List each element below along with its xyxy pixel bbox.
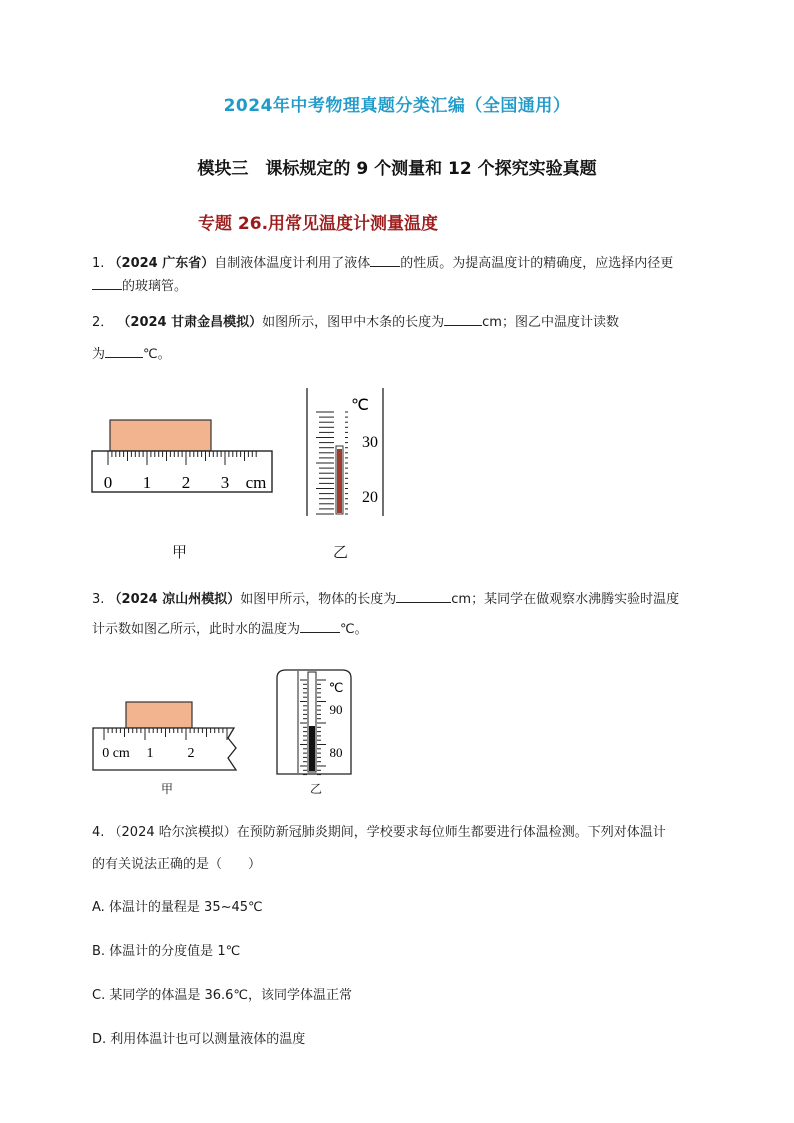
question-text: 的性质。为提高温度计的精确度，应选择内径更 [400, 256, 674, 271]
question-source: （2024 甘肃金昌模拟） [117, 315, 263, 330]
topic-heading: 专题 26.用常见温度计测量温度 [198, 214, 439, 234]
question-text: 自制液体温度计利用了液体 [214, 256, 371, 271]
option-b[interactable]: B. 体温计的分度值是 1℃ [92, 944, 241, 959]
question-source: （2024 广东省） [108, 256, 215, 271]
ruler-figure-2 [90, 700, 242, 776]
question-text: cm；某同学在做观察水沸腾实验时温度 [451, 592, 680, 607]
question-3 [92, 588, 712, 641]
figure-caption-b: 乙 [333, 543, 349, 561]
thermometer-unit: ℃ [351, 397, 369, 414]
question-number: 2． [92, 315, 114, 330]
document-title: 2024年中考物理真题分类汇编（全国通用） [223, 96, 571, 116]
thermometer-label: 20 [362, 489, 378, 506]
wood-block [110, 420, 211, 451]
thermometer-figure [303, 386, 389, 518]
thermometer-unit: ℃ [328, 680, 344, 695]
question-text: 如图甲所示，物体的长度为 [240, 592, 397, 607]
figure-caption-a: 甲 [161, 782, 174, 796]
question-4 [92, 822, 712, 876]
answer-blank[interactable] [300, 618, 340, 633]
answer-blank[interactable] [370, 252, 400, 267]
question-text: ℃。 [143, 347, 171, 362]
ruler-label: 2 [181, 473, 191, 492]
question-text: 的有关说法正确的是（ ） [92, 857, 262, 872]
ruler-label: 2 [187, 746, 195, 761]
question-2 [92, 311, 712, 366]
question-text: 如图所示，图甲中木条的长度为 [262, 315, 445, 330]
option-a[interactable]: A. 体温计的量程是 35~45℃ [92, 900, 263, 915]
figure-caption-a: 甲 [172, 543, 188, 561]
answer-blank[interactable] [92, 275, 122, 290]
answer-blank[interactable] [105, 343, 143, 358]
question-text: 的玻璃管。 [122, 279, 188, 294]
ruler-label: 0 [103, 473, 113, 492]
ruler-label: 3 [220, 473, 230, 492]
option-d[interactable]: D. 利用体温计也可以测量液体的温度 [92, 1032, 306, 1047]
thermometer-label: 80 [329, 745, 343, 760]
thermometer-label: 90 [329, 702, 343, 717]
option-c[interactable]: C. 某同学的体温是 36.6℃，该同学体温正常 [92, 988, 353, 1003]
figure-caption-b: 乙 [310, 782, 323, 796]
question-source: （2024 凉山州模拟） [108, 592, 241, 607]
question-text: 计示数如图乙所示，此时水的温度为 [92, 622, 301, 637]
question-text: ℃。 [340, 622, 368, 637]
ruler-label: 1 [142, 473, 152, 492]
thermometer-figure-2 [274, 666, 354, 778]
module-heading: 模块三 课标规定的 9 个测量和 12 个探究实验真题 [197, 159, 597, 179]
ruler-label: 1 [146, 746, 154, 761]
answer-blank[interactable] [396, 588, 451, 603]
question-number: 1. [92, 256, 105, 271]
ruler-figure [90, 418, 276, 498]
liquid-column [309, 726, 315, 771]
question-1 [92, 252, 712, 298]
answer-blank[interactable] [444, 311, 482, 326]
question-text: cm；图乙中温度计读数 [482, 315, 619, 330]
ruler-unit: cm [245, 473, 267, 492]
thermometer-label: 30 [362, 434, 378, 451]
question-text: 4. （2024 哈尔滨模拟）在预防新冠肺炎期间，学校要求每位师生都要进行体温检测。下列对体温计 [92, 825, 666, 840]
liquid-column [337, 449, 342, 513]
question-text: 为 [92, 347, 106, 362]
question-number: 3. [92, 592, 105, 607]
ruler-label: 0 cm [102, 746, 130, 761]
object-block [126, 702, 192, 728]
